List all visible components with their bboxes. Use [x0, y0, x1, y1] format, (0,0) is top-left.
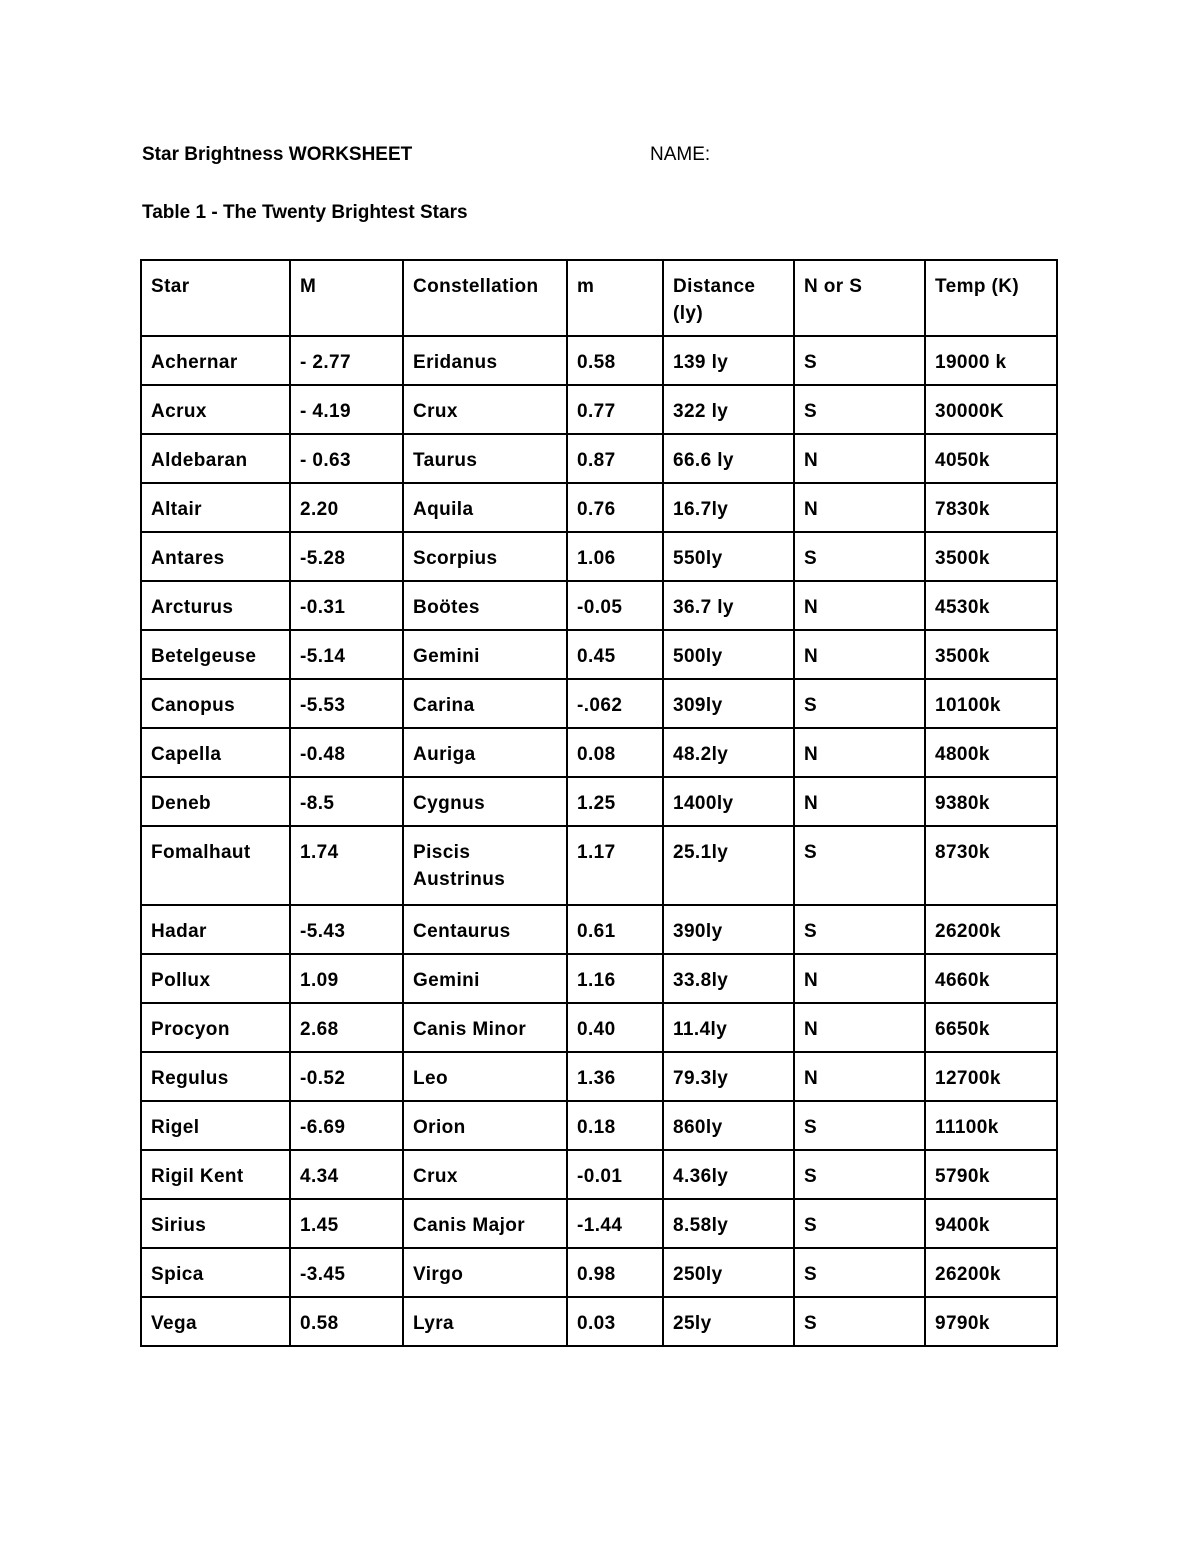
- cell-distance: 25.1ly: [663, 826, 794, 905]
- cell-star: Vega: [141, 1297, 290, 1346]
- cell-apparent-magnitude: 0.87: [567, 434, 663, 483]
- cell-absolute-magnitude: 1.45: [290, 1199, 403, 1248]
- cell-constellation: Gemini: [403, 954, 567, 1003]
- cell-distance: 4.36ly: [663, 1150, 794, 1199]
- cell-star: Pollux: [141, 954, 290, 1003]
- table-row: [141, 532, 1057, 581]
- cell-distance: 33.8ly: [663, 954, 794, 1003]
- cell-temperature: 26200k: [925, 905, 1057, 954]
- cell-star: Fomalhaut: [141, 826, 290, 905]
- table-row: [141, 954, 1057, 1003]
- cell-constellation: Taurus: [403, 434, 567, 483]
- cell-hemisphere: N: [794, 777, 925, 826]
- cell-temperature: 9380k: [925, 777, 1057, 826]
- cell-apparent-magnitude: 1.16: [567, 954, 663, 1003]
- cell-apparent-magnitude: 0.77: [567, 385, 663, 434]
- cell-constellation: Aquila: [403, 483, 567, 532]
- cell-star: Sirius: [141, 1199, 290, 1248]
- cell-temperature: 6650k: [925, 1003, 1057, 1052]
- cell-hemisphere: S: [794, 826, 925, 905]
- cell-star: Procyon: [141, 1003, 290, 1052]
- cell-absolute-magnitude: -6.69: [290, 1101, 403, 1150]
- cell-star: Arcturus: [141, 581, 290, 630]
- cell-hemisphere: N: [794, 728, 925, 777]
- cell-distance: 500ly: [663, 630, 794, 679]
- cell-constellation: Gemini: [403, 630, 567, 679]
- cell-star: Canopus: [141, 679, 290, 728]
- cell-hemisphere: N: [794, 954, 925, 1003]
- table-row: [141, 1101, 1057, 1150]
- cell-constellation: Eridanus: [403, 336, 567, 385]
- table-row: [141, 777, 1057, 826]
- column-header-absolute-magnitude: M: [290, 260, 403, 336]
- cell-apparent-magnitude: -1.44: [567, 1199, 663, 1248]
- cell-star: Rigel: [141, 1101, 290, 1150]
- column-header-hemisphere: N or S: [794, 260, 925, 336]
- cell-absolute-magnitude: 1.09: [290, 954, 403, 1003]
- cell-temperature: 7830k: [925, 483, 1057, 532]
- cell-apparent-magnitude: -0.01: [567, 1150, 663, 1199]
- cell-constellation: Leo: [403, 1052, 567, 1101]
- cell-absolute-magnitude: -0.52: [290, 1052, 403, 1101]
- cell-temperature: 4530k: [925, 581, 1057, 630]
- cell-apparent-magnitude: 0.03: [567, 1297, 663, 1346]
- column-header-star: Star: [141, 260, 290, 336]
- cell-apparent-magnitude: 1.06: [567, 532, 663, 581]
- cell-constellation: Carina: [403, 679, 567, 728]
- cell-hemisphere: N: [794, 630, 925, 679]
- cell-constellation: Canis Minor: [403, 1003, 567, 1052]
- cell-hemisphere: S: [794, 1150, 925, 1199]
- cell-star: Rigil Kent: [141, 1150, 290, 1199]
- cell-distance: 139 ly: [663, 336, 794, 385]
- table-row: [141, 385, 1057, 434]
- cell-hemisphere: S: [794, 679, 925, 728]
- cell-absolute-magnitude: -0.48: [290, 728, 403, 777]
- cell-constellation: Auriga: [403, 728, 567, 777]
- table-row: [141, 336, 1057, 385]
- cell-absolute-magnitude: 2.20: [290, 483, 403, 532]
- cell-apparent-magnitude: 0.98: [567, 1248, 663, 1297]
- cell-distance: 48.2ly: [663, 728, 794, 777]
- cell-star: Altair: [141, 483, 290, 532]
- column-header-temperature: Temp (K): [925, 260, 1057, 336]
- cell-temperature: 9790k: [925, 1297, 1057, 1346]
- table-row: [141, 1248, 1057, 1297]
- cell-temperature: 9400k: [925, 1199, 1057, 1248]
- cell-distance: 25ly: [663, 1297, 794, 1346]
- cell-hemisphere: N: [794, 483, 925, 532]
- table-row: [141, 1199, 1057, 1248]
- cell-constellation: Crux: [403, 385, 567, 434]
- cell-temperature: 4660k: [925, 954, 1057, 1003]
- table-caption: Table 1 - The Twenty Brightest Stars: [142, 202, 468, 223]
- cell-star: Achernar: [141, 336, 290, 385]
- cell-apparent-magnitude: 0.18: [567, 1101, 663, 1150]
- cell-absolute-magnitude: 1.74: [290, 826, 403, 905]
- table-row: [141, 826, 1057, 905]
- cell-constellation: Orion: [403, 1101, 567, 1150]
- cell-apparent-magnitude: 0.76: [567, 483, 663, 532]
- cell-temperature: 5790k: [925, 1150, 1057, 1199]
- name-label: NAME:: [650, 144, 711, 165]
- cell-distance: 250ly: [663, 1248, 794, 1297]
- cell-hemisphere: N: [794, 581, 925, 630]
- table-row: [141, 905, 1057, 954]
- cell-constellation: Centaurus: [403, 905, 567, 954]
- worksheet-title: Star Brightness WORKSHEET: [142, 144, 413, 165]
- cell-absolute-magnitude: -8.5: [290, 777, 403, 826]
- cell-star: Aldebaran: [141, 434, 290, 483]
- cell-temperature: 26200k: [925, 1248, 1057, 1297]
- cell-temperature: 30000K: [925, 385, 1057, 434]
- cell-apparent-magnitude: 0.61: [567, 905, 663, 954]
- cell-temperature: 4050k: [925, 434, 1057, 483]
- cell-absolute-magnitude: 0.58: [290, 1297, 403, 1346]
- cell-distance: 16.7ly: [663, 483, 794, 532]
- cell-temperature: 3500k: [925, 630, 1057, 679]
- table-row: [141, 581, 1057, 630]
- cell-constellation: Scorpius: [403, 532, 567, 581]
- cell-temperature: 19000 k: [925, 336, 1057, 385]
- column-header-distance: Distance (ly): [663, 260, 794, 336]
- cell-star: Acrux: [141, 385, 290, 434]
- table-row: [141, 1003, 1057, 1052]
- table-row: [141, 630, 1057, 679]
- cell-star: Betelgeuse: [141, 630, 290, 679]
- cell-apparent-magnitude: 0.40: [567, 1003, 663, 1052]
- cell-distance: 11.4ly: [663, 1003, 794, 1052]
- cell-hemisphere: N: [794, 434, 925, 483]
- cell-absolute-magnitude: - 2.77: [290, 336, 403, 385]
- cell-star: Deneb: [141, 777, 290, 826]
- cell-constellation: Crux: [403, 1150, 567, 1199]
- table-row: [141, 1150, 1057, 1199]
- cell-hemisphere: S: [794, 532, 925, 581]
- cell-temperature: 11100k: [925, 1101, 1057, 1150]
- cell-hemisphere: S: [794, 1297, 925, 1346]
- cell-distance: 322 ly: [663, 385, 794, 434]
- column-header-constellation: Constellation: [403, 260, 567, 336]
- cell-distance: 390ly: [663, 905, 794, 954]
- cell-absolute-magnitude: -5.28: [290, 532, 403, 581]
- cell-hemisphere: S: [794, 905, 925, 954]
- cell-absolute-magnitude: -0.31: [290, 581, 403, 630]
- table-row: [141, 434, 1057, 483]
- cell-absolute-magnitude: -3.45: [290, 1248, 403, 1297]
- cell-star: Regulus: [141, 1052, 290, 1101]
- cell-temperature: 8730k: [925, 826, 1057, 905]
- cell-apparent-magnitude: 0.45: [567, 630, 663, 679]
- table-header-row: [141, 260, 1057, 336]
- cell-apparent-magnitude: 0.08: [567, 728, 663, 777]
- table-row: [141, 728, 1057, 777]
- cell-hemisphere: S: [794, 1199, 925, 1248]
- cell-distance: 309ly: [663, 679, 794, 728]
- cell-hemisphere: N: [794, 1003, 925, 1052]
- cell-temperature: 10100k: [925, 679, 1057, 728]
- cell-temperature: 4800k: [925, 728, 1057, 777]
- cell-star: Hadar: [141, 905, 290, 954]
- cell-hemisphere: S: [794, 336, 925, 385]
- cell-star: Antares: [141, 532, 290, 581]
- cell-absolute-magnitude: 2.68: [290, 1003, 403, 1052]
- cell-absolute-magnitude: - 4.19: [290, 385, 403, 434]
- cell-apparent-magnitude: -0.05: [567, 581, 663, 630]
- cell-hemisphere: S: [794, 1101, 925, 1150]
- cell-constellation: Cygnus: [403, 777, 567, 826]
- cell-distance: 1400ly: [663, 777, 794, 826]
- cell-temperature: 12700k: [925, 1052, 1057, 1101]
- cell-absolute-magnitude: -5.43: [290, 905, 403, 954]
- table-row: [141, 483, 1057, 532]
- cell-temperature: 3500k: [925, 532, 1057, 581]
- cell-hemisphere: S: [794, 1248, 925, 1297]
- cell-apparent-magnitude: 1.36: [567, 1052, 663, 1101]
- cell-hemisphere: N: [794, 1052, 925, 1101]
- cell-distance: 860ly: [663, 1101, 794, 1150]
- cell-absolute-magnitude: 4.34: [290, 1150, 403, 1199]
- cell-absolute-magnitude: -5.53: [290, 679, 403, 728]
- table-row: [141, 1052, 1057, 1101]
- cell-distance: 79.3ly: [663, 1052, 794, 1101]
- cell-constellation: Lyra: [403, 1297, 567, 1346]
- table-row: [141, 1297, 1057, 1346]
- cell-distance: 36.7 ly: [663, 581, 794, 630]
- cell-constellation: Canis Major: [403, 1199, 567, 1248]
- cell-distance: 66.6 ly: [663, 434, 794, 483]
- cell-absolute-magnitude: - 0.63: [290, 434, 403, 483]
- column-header-apparent-magnitude: m: [567, 260, 663, 336]
- cell-apparent-magnitude: -.062: [567, 679, 663, 728]
- cell-distance: 550ly: [663, 532, 794, 581]
- cell-apparent-magnitude: 1.17: [567, 826, 663, 905]
- cell-distance: 8.58ly: [663, 1199, 794, 1248]
- cell-constellation: Virgo: [403, 1248, 567, 1297]
- brightest-stars-table: [140, 259, 1058, 1347]
- cell-apparent-magnitude: 1.25: [567, 777, 663, 826]
- cell-apparent-magnitude: 0.58: [567, 336, 663, 385]
- cell-constellation: Boötes: [403, 581, 567, 630]
- table-row: [141, 679, 1057, 728]
- cell-constellation: Piscis Austrinus: [403, 826, 567, 905]
- cell-star: Spica: [141, 1248, 290, 1297]
- cell-hemisphere: S: [794, 385, 925, 434]
- cell-star: Capella: [141, 728, 290, 777]
- cell-absolute-magnitude: -5.14: [290, 630, 403, 679]
